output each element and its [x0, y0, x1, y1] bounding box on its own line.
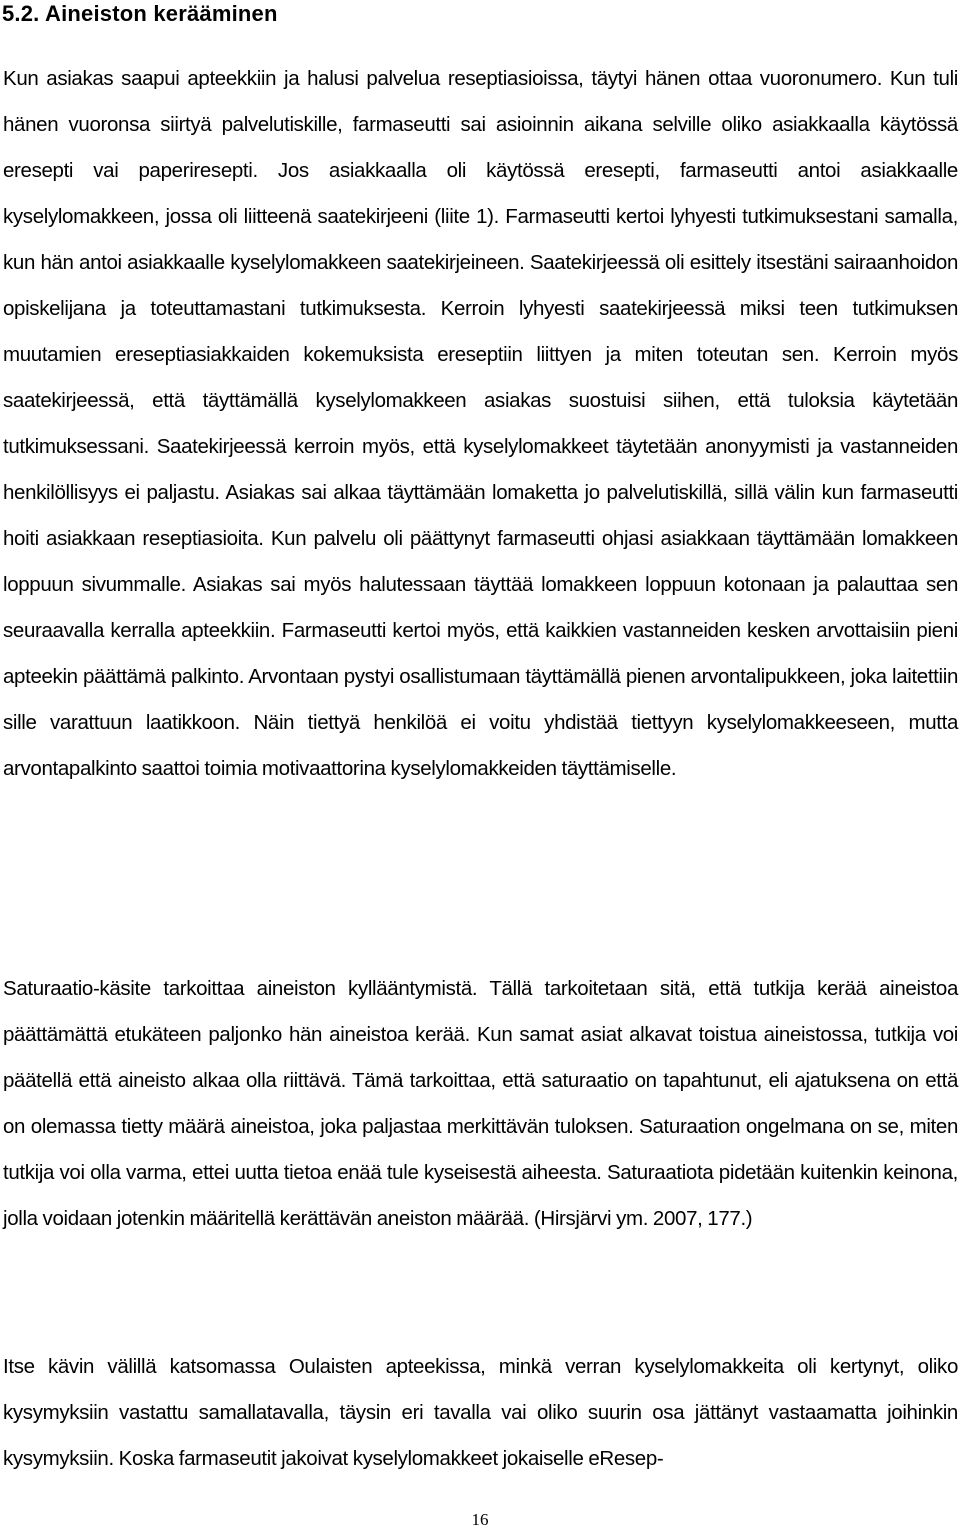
paragraph-saturation: Saturaatio-käsite tarkoittaa aineiston kyllääntymistä. Tällä tarkoitetaan sitä, että tutkija kerää aineistoa päättämättä etukäteen paljonko hän aineistoa kerää. Kun samat asiat alkavat toistua aineistossa, tutkija voi päätellä että aineisto alkaa olla riittävä. Tämä tarkoittaa, että saturaatio on tapahtunut, eli ajatuksena on että on olemassa tietty määrä aineistoa, joka paljastaa merkittävän tuloksen. Saturaation ongelmana on se, miten tutkija voi olla varma, ettei uutta tietoa enää tule kyseisestä aiheesta. Saturaatiota pidetään kuitenkin keinona, jolla voidaan jotenkin määritellä kerättävän aneiston määrää. (Hirsjärvi ym. 2007, 177.)	[3, 977, 958, 1230]
paragraph-data-collection-procedure: Kun asiakas saapui apteekkiin ja halusi palvelua reseptiasioissa, täytyi hänen ottaa vuoronumero. Kun tuli hänen vuoronsa siirtyä palvelutiskille, farmaseutti sai asioinnin aikana selville oliko asiakkaalla käytössä eresepti vai paperiresepti. Jos asiakkaalla oli käytössä eresepti, farmaseutti antoi asiakkaalle kyselylomakkeen, jossa oli liitteenä saatekirjeeni (liite 1). Farmaseutti kertoi lyhyesti tutkimuksestani samalla, kun hän antoi asiakkaalle kyselylomakkeen saatekirjeineen. Saatekirjeessä oli esittely itsestäni sairaanhoidon opiskelijana ja toteuttamastani tutkimuksesta. Kerroin lyhyesti saatekirjeessä miksi teen tutkimuksen muutamien ereseptiasiakkaiden kokemuksista ereseptiin liittyen ja miten toteutan sen. Kerroin myös saatekirjeessä, että täyttämällä kyselylomakkeen asiakas suostuisi siihen, että tuloksia käytetään tutkimuksessani. Saatekirjeessä kerroin myös, että kyselylomakkeet täytetään anonyymisti ja vastanneiden henkilöllisyys ei paljastu. Asiakas sai alkaa täyttämään lomaketta jo palvelutiskillä, sillä välin kun farmaseutti hoiti asiakkaan reseptiasioita. Kun palvelu oli päättynyt farmaseutti ohjasi asiakkaan täyttämään lomakkeen loppuun sivummalle. Asiakas sai myös halutessaan täyttää lomakkeen loppuun kotonaan ja palauttaa sen seuraavalla kerralla apteekkiin. Farmaseutti kertoi myös, että kaikkien vastanneiden kesken arvottaisiin pieni apteekin päättämä palkinto. Arvontaan pystyi osallistumaan täyttämällä pienen arvontalipukkeen, joka laitettiin sille varattuun laatikkoon. Näin tiettyä henkilöä ei voitu yhdistää tiettyyn kyselylomakkeeseen, mutta arvontapalkinto saattoi toimia motivaattorina kyselylomakkeiden täyttämiselle.	[3, 67, 958, 780]
section-heading: 5.2. Aineiston kerääminen	[2, 1, 278, 26]
page-number: 16	[471, 1510, 489, 1529]
paragraph-pharmacy-visits: Itse kävin välillä katsomassa Oulaisten apteekissa, minkä verran kyselylomakkeita oli kertynyt, oliko kysymyksiin vastattu samallatavalla, täysin eri tavalla vai oliko suurin osa jättänyt vastaamatta joihinkin kysymyksiin. Koska farmaseutit jakoivat kyselylomakkeet jokaiselle eResep-	[3, 1355, 958, 1470]
